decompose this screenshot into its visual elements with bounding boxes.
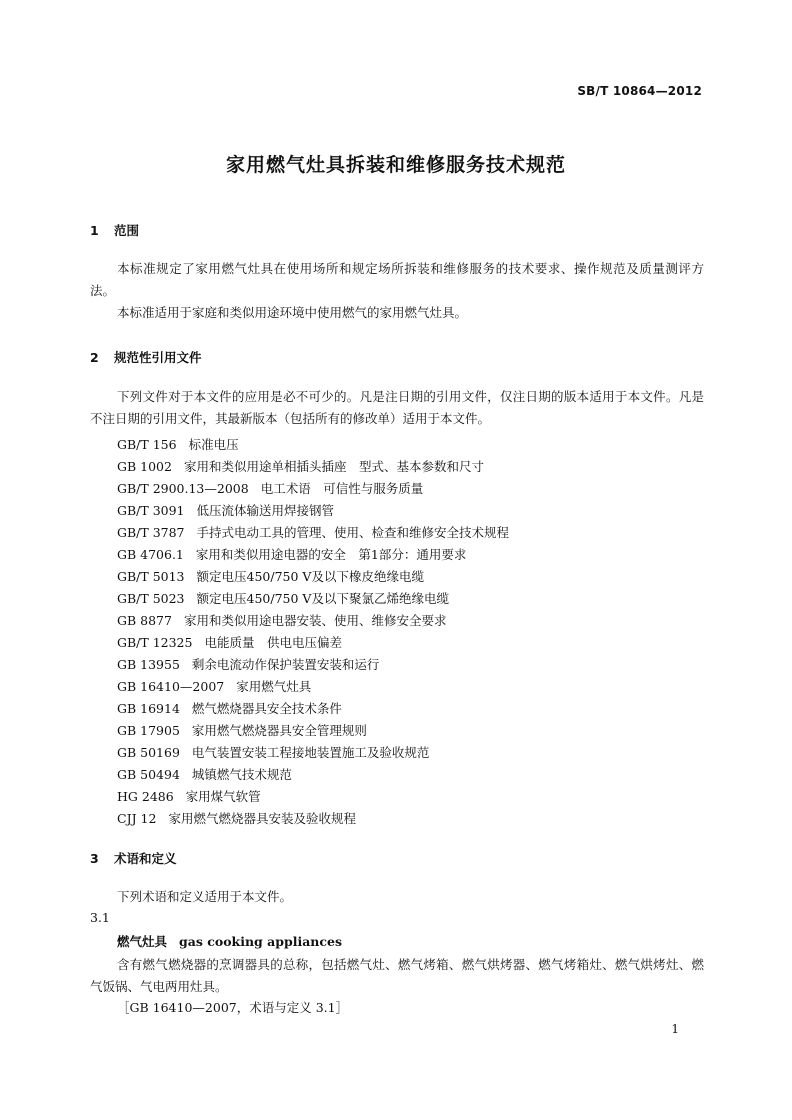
reference-item [117,478,509,500]
section-1-paragraph-2: 本标准适用于家庭和类似用途环境中使用燃气的家用燃气灶具。 [117,305,468,320]
reference-title: 城镇燃气技术规范 [191,767,292,782]
section-title: 规范性引用文件 [114,350,202,365]
reference-title: 低压流体输送用焊接钢管 [196,503,335,518]
section-1-heading [90,221,139,239]
reference-code: GB/T 5013 [117,569,185,584]
reference-title: 家用煤气软管 [185,789,261,804]
reference-title: 家用和类似用途单相插头插座 型式、基本参数和尺寸 [183,459,484,474]
section-3-intro: 下列术语和定义适用于本文件。 [117,889,293,904]
term-definition: 含有燃气燃烧器的烹调器具的总称，包括燃气灶、燃气烤箱、燃气烘烤器、燃气烤箱灶、燃气烘烤灶、燃气饭锅、气电两用灶具。 [90,957,704,994]
reference-title: 家用燃气灶具 [236,679,312,694]
reference-code: GB 17905 [117,723,180,738]
reference-title: 家用燃气燃烧器具安全管理规则 [191,723,367,738]
reference-title: 家用和类似用途电器的安全 第1部分：通用要求 [195,547,467,562]
reference-code: GB 8877 [117,613,172,628]
reference-item [117,786,509,808]
reference-code: GB 16410—2007 [117,679,225,694]
section-number: 1 [90,223,99,238]
reference-code: GB/T 5023 [117,591,185,606]
reference-item [117,698,509,720]
section-1-paragraph-1: 本标准规定了家用燃气灶具在使用场所和规定场所拆装和维修服务的技术要求、操作规范及质量测评方法。 [90,261,704,298]
reference-title: 电气装置安装工程接地装置施工及验收规范 [191,745,430,760]
reference-item [117,808,509,830]
reference-item [117,764,509,786]
reference-title: 家用燃气燃烧器具安装及验收规程 [168,811,356,826]
reference-item [117,610,509,632]
reference-item [117,720,509,742]
document-title: 家用燃气灶具拆装和维修服务技术规范 [225,154,566,176]
reference-code: GB 50169 [117,745,180,760]
reference-list [117,434,509,830]
reference-item [117,500,509,522]
reference-item [117,566,509,588]
reference-code: GB/T 2900.13—2008 [117,481,249,496]
reference-item [117,588,509,610]
section-2-intro: 下列文件对于本文件的应用是必不可少的。凡是注日期的引用文件，仅注日期的版本适用于本文件。凡是不注日期的引用文件，其最新版本（包括所有的修改单）适用于本文件。 [90,389,704,426]
reference-item [117,654,509,676]
reference-title: 标准电压 [188,437,239,452]
term-chinese: 燃气灶具 [117,934,168,949]
section-number: 3 [90,851,99,866]
reference-title: 剩余电流动作保护装置安装和运行 [191,657,380,672]
reference-title: 电工术语 可信性与服务质量 [260,481,424,496]
reference-title: 燃气燃烧器具安全技术条件 [191,701,342,716]
reference-code: GB/T 12325 [117,635,193,650]
reference-title: 电能质量 供电电压偏差 [204,635,342,650]
reference-code: GB 4706.1 [117,547,184,562]
reference-item [117,632,509,654]
reference-code: GB 50494 [117,767,180,782]
reference-item [117,676,509,698]
term-source: ［GB 16410—2007，术语与定义 3.1］ [117,1000,349,1015]
section-title: 术语和定义 [114,851,177,866]
document-code: SB/T 10864—2012 [577,84,702,98]
reference-code: GB/T 156 [117,437,177,452]
reference-item [117,544,509,566]
reference-code: GB 1002 [117,459,172,474]
reference-item [117,742,509,764]
reference-code: GB 13955 [117,657,180,672]
term-entry [117,932,342,950]
reference-code: HG 2486 [117,789,174,804]
reference-code: GB 16914 [117,701,180,716]
reference-code: CJJ 12 [117,811,157,826]
reference-title: 家用和类似用途电器安装、使用、维修安全要求 [183,613,447,628]
page-number: 1 [671,1022,679,1036]
reference-title: 额定电压450/750 V及以下橡皮绝缘电缆 [196,569,424,584]
section-2-heading [90,348,202,366]
term-english: gas cooking appliances [179,934,342,949]
section-number: 2 [90,350,99,365]
section-title: 范围 [114,223,140,238]
reference-item [117,456,509,478]
reference-item [117,522,509,544]
reference-code: GB/T 3787 [117,525,185,540]
reference-code: GB/T 3091 [117,503,185,518]
reference-title: 手持式电动工具的管理、使用、检查和维修安全技术规程 [196,525,510,540]
reference-title: 额定电压450/750 V及以下聚氯乙烯绝缘电缆 [196,591,449,606]
reference-item [117,434,509,456]
clause-number: 3.1 [90,910,110,925]
section-3-heading [90,849,177,867]
